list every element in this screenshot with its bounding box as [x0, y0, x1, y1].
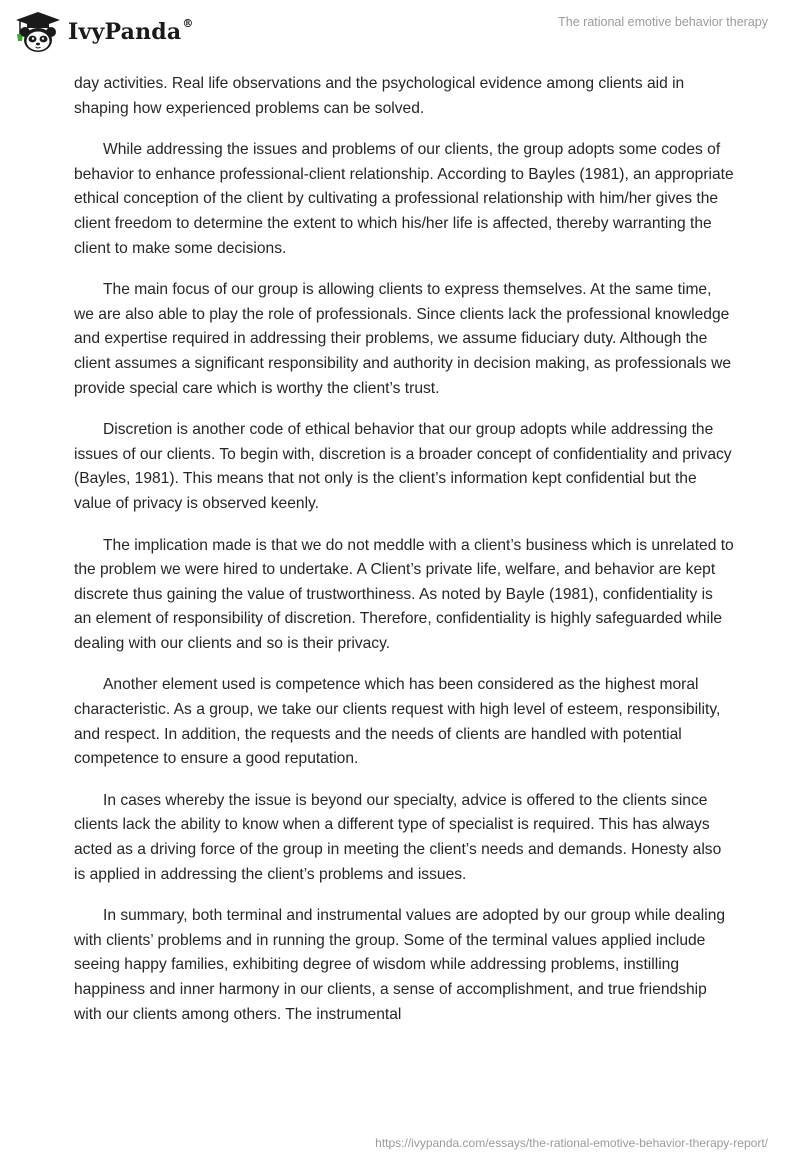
- paragraph: Discretion is another code of ethical behavior that our group adopts while addressing the issues of our clients. To begin with, discretion is a broader concept of confidentiality and privacy (Bayles, 1981). This means that not only is the client’s information kept confidential but the value of privacy is observed keenly.: [74, 421, 732, 512]
- essay-body: [74, 72, 734, 1044]
- registered-mark: ®: [182, 17, 194, 30]
- paragraph: The implication made is that we do not meddle with a client’s business which is unrelated to the problem we were hired to undertake. A Client’s private life, welfare, and behavior are kept discrete thus gaining the value of trustworthiness. As noted by Bayle (1981), confidentiality is an element of responsibility of discretion. Therefore, confidentiality is highly safeguarded while dealing with our clients and so is their privacy.: [74, 536, 734, 652]
- brand-name: IvyPanda®: [68, 17, 194, 45]
- brand-logo[interactable]: [14, 10, 194, 54]
- document-title: The rational emotive behavior therapy: [558, 15, 768, 29]
- paragraph: While addressing the issues and problems of our clients, the group adopts some codes of behavior to enhance professional-client relationship. According to Bayles (1981), an appropriate ethical conception of the client by cultivating a professional relationship with him/her gives the client freedom to determine the extent to which his/her life is affected, thereby warranting the client to make some decisions.: [74, 141, 734, 257]
- panda-graduation-cap-icon: [14, 10, 62, 54]
- paragraph: In cases whereby the issue is beyond our specialty, advice is offered to the clients since clients lack the ability to know when a different type of specialist is required. This has always acted as a driving force of the group in meeting the client’s needs and demands. Honesty also is applied in addressing the client’s problems and issues.: [74, 791, 722, 883]
- paragraph: day activities. Real life observations and the psychological evidence among clients aid in shaping how experienced problems can be solved.: [74, 75, 685, 117]
- page-header: [0, 0, 800, 70]
- paragraph: Another element used is competence which has been considered as the highest moral characteristic. As a group, we take our clients request with high level of esteem, responsibility, and respect. In addition, the requests and the needs of clients are handled with potential competence to ensure a good reputation.: [74, 676, 721, 768]
- source-url[interactable]: https://ivypanda.com/essays/the-rational-emotive-behavior-therapy-report/: [375, 1136, 768, 1150]
- paragraph: The main focus of our group is allowing clients to express themselves. At the same time, we are also able to play the role of professionals. Since clients lack the professional knowledge and expertise required in addressing their problems, we assume fiduciary duty. Although the client assumes a significant responsibility and authority in decision making, as professionals we provide special care which is worthy the client’s trust.: [74, 281, 732, 397]
- paragraph: In summary, both terminal and instrumental values are adopted by our group while dealing with clients’ problems and in running the group. Some of the terminal values applied include seeing happy families, exhibiting degree of wisdom while addressing problems, instilling happiness and inner harmony in our clients, a sense of accomplishment, and true friendship with our clients among others. The instrumental: [74, 907, 726, 1023]
